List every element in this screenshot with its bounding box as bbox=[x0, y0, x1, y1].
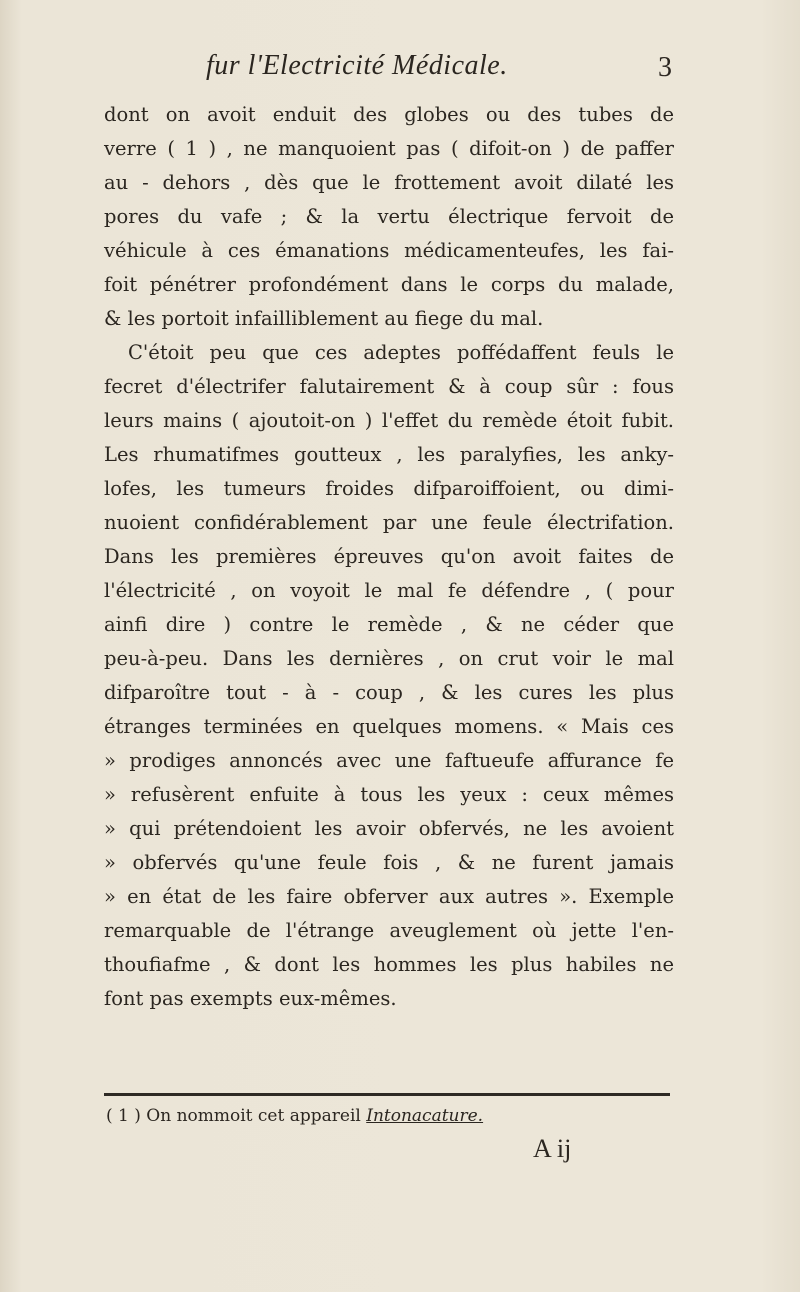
text-line: leurs mains ( ajoutoit-on ) l'effet du remède étoit fubit. bbox=[104, 409, 674, 432]
text-line: fecret d'électrifer falutairement & à coup sûr : fous bbox=[104, 375, 674, 398]
text-line: » prodiges annoncés avec une faftueufe affurance fe bbox=[104, 749, 674, 772]
text-line: ainfi dire ) contre le remède , & ne céder que bbox=[104, 613, 674, 636]
text-line: Dans les premières épreuves qu'on avoit faites de bbox=[104, 545, 674, 568]
footnote-rule bbox=[104, 1093, 670, 1096]
text-line: dont on avoit enduit des globes ou des tubes de bbox=[104, 103, 674, 126]
text-line: font pas exempts eux-mêmes. bbox=[104, 987, 397, 1010]
text-line: peu-à-peu. Dans les dernières , on crut voir le mal bbox=[104, 647, 674, 670]
footnote-term: Intonacature. bbox=[366, 1106, 484, 1126]
text-line: au - dehors , dès que le frottement avoit dilaté les bbox=[104, 171, 674, 194]
text-line: étranges terminées en quelques momens. « Mais ces bbox=[104, 715, 674, 738]
text-line: difparoître tout - à - coup , & les cures les plus bbox=[104, 681, 674, 704]
page-number: 3 bbox=[658, 52, 672, 83]
signature-mark: A ij bbox=[533, 1134, 572, 1163]
text-line: foit pénétrer profondément dans le corps du malade, bbox=[104, 273, 674, 296]
text-line: » en état de les faire obferver aux autres ». Exemple bbox=[104, 885, 674, 908]
text-line: verre ( 1 ) , ne manquoient pas ( difoit-on ) de paffer bbox=[104, 137, 674, 160]
text-line: lofes, les tumeurs froides difparoiffoient, ou dimi- bbox=[104, 477, 674, 500]
text-line: véhicule à ces émanations médicamenteufes, les fai- bbox=[104, 239, 674, 262]
footnote bbox=[106, 1103, 666, 1129]
text-line: C'étoit peu que ces adeptes poffédaffent feuls le bbox=[128, 341, 674, 364]
text-line: pores du vafe ; & la vertu électrique fervoit de bbox=[104, 205, 674, 228]
text-line: thoufiafme , & dont les hommes les plus habiles ne bbox=[104, 953, 674, 976]
text-line: » qui prétendoient les avoir obfervés, ne les avoient bbox=[104, 817, 674, 840]
text-line: » obfervés qu'une feule fois , & ne furent jamais bbox=[104, 851, 674, 874]
footnote-label: ( 1 ) On nommoit cet appareil bbox=[106, 1106, 361, 1126]
text-line: Les rhumatifmes goutteux , les paralyfies, les anky- bbox=[104, 443, 674, 466]
running-title: fur l'Electricité Médicale. bbox=[206, 50, 508, 81]
text-line: remarquable de l'étrange aveuglement où jette l'en- bbox=[104, 919, 674, 942]
text-line: nuoient confidérablement par une feule électrifation. bbox=[104, 511, 674, 534]
text-line: l'électricité , on voyoit le mal fe défendre , ( pour bbox=[104, 579, 674, 602]
text-line: » refusèrent enfuite à tous les yeux : ceux mêmes bbox=[104, 783, 674, 806]
text-line: & les portoit infailliblement au fiege du mal. bbox=[104, 307, 544, 330]
running-header bbox=[106, 50, 676, 90]
body-text bbox=[104, 98, 674, 1016]
